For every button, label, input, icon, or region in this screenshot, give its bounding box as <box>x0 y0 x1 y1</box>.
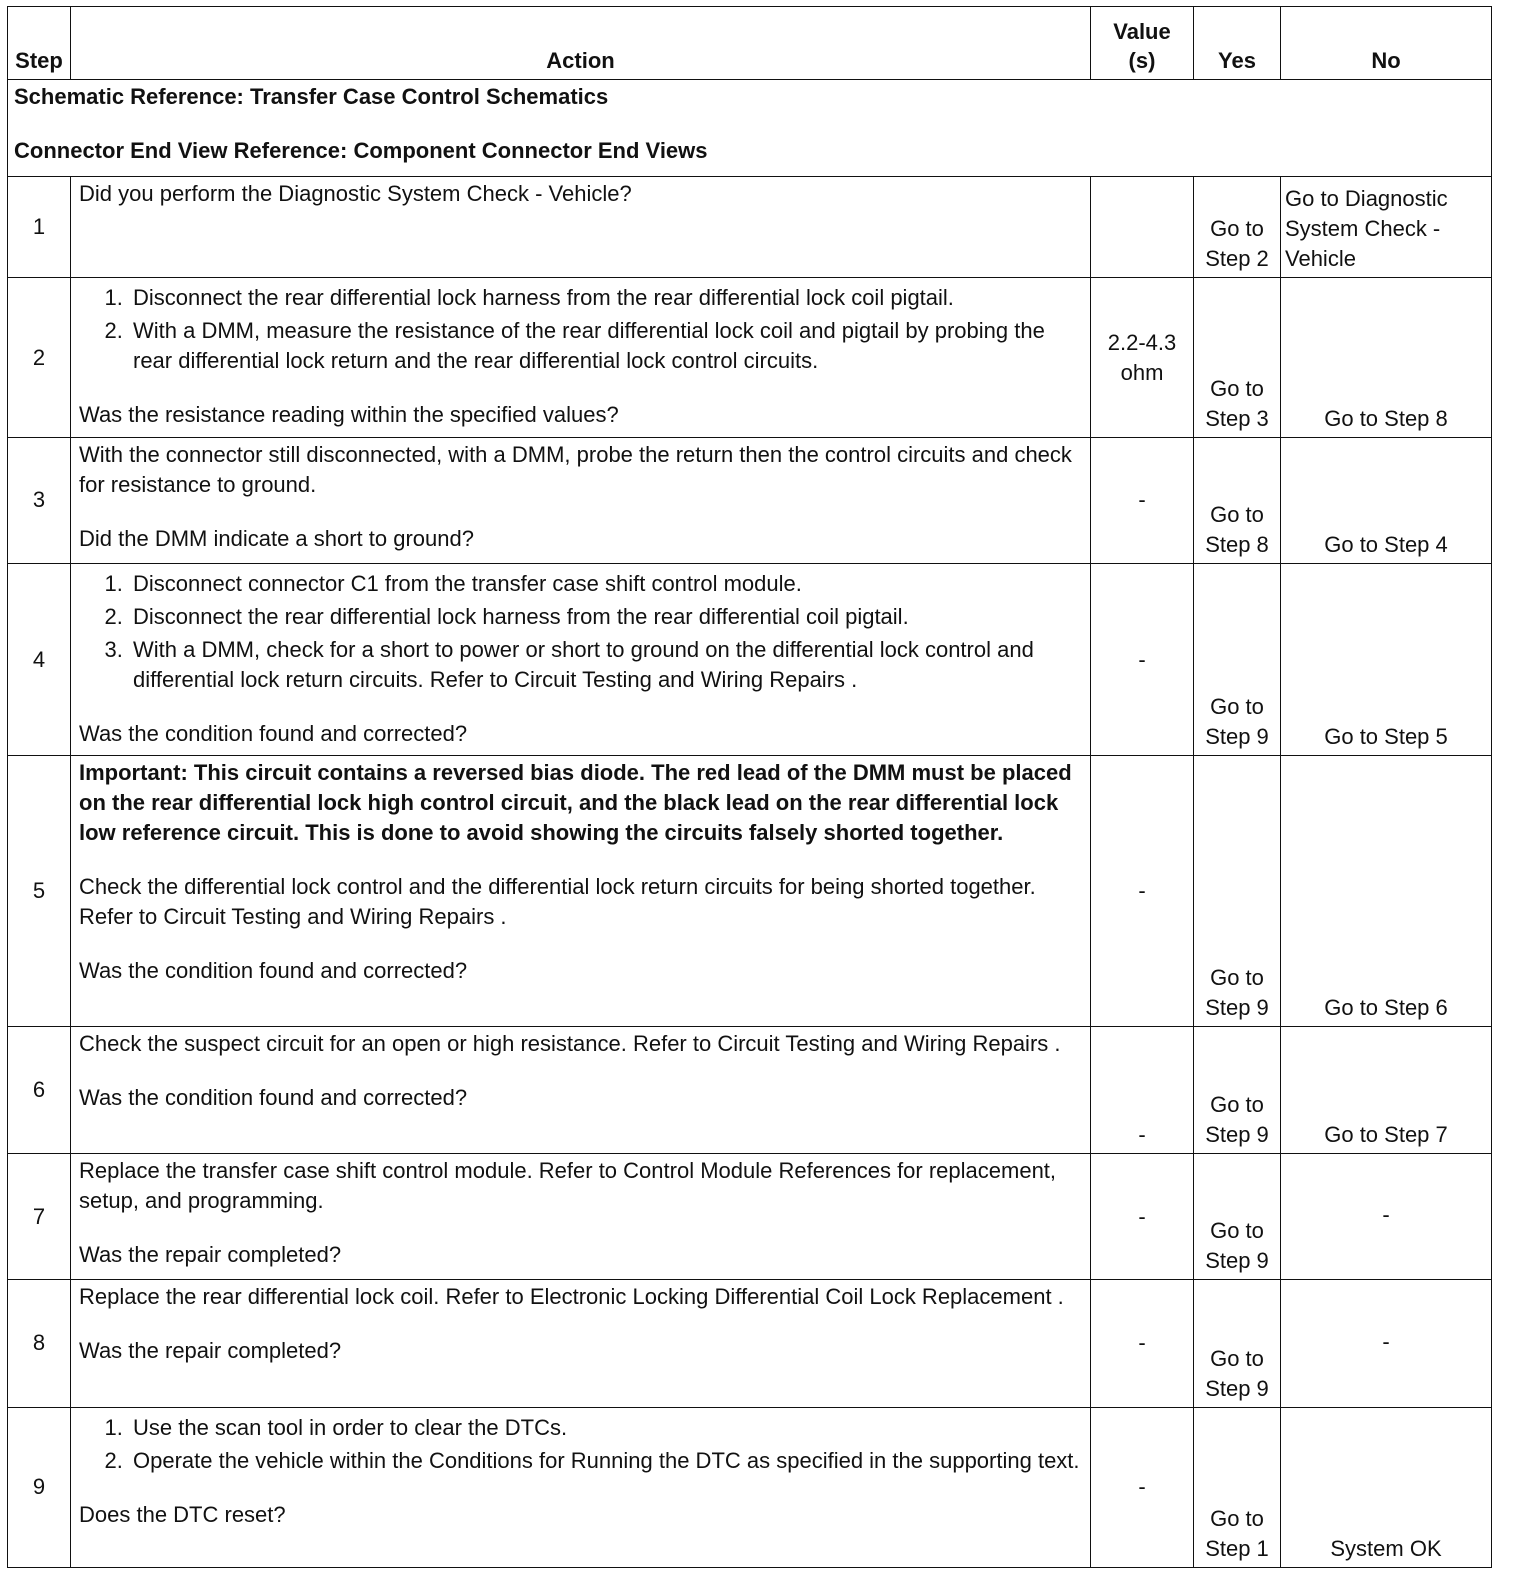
value-cell: - <box>1091 756 1194 1027</box>
header-value: Value (s) <box>1091 7 1194 80</box>
table-row <box>8 1026 1492 1153</box>
table-row <box>8 1154 1492 1280</box>
yes-cell: Go to Step 3 <box>1194 278 1281 437</box>
action-question: Was the condition found and corrected? <box>79 958 468 984</box>
action-cell <box>71 1280 1091 1407</box>
step-number: 8 <box>8 1280 71 1407</box>
action-question: Was the repair completed? <box>79 1242 342 1268</box>
step-number: 7 <box>8 1154 71 1280</box>
step-number: 9 <box>8 1407 71 1567</box>
action-cell <box>71 437 1091 563</box>
action-question: Was the condition found and corrected? <box>79 1084 468 1110</box>
list-item: 1. Disconnect the rear differential lock harness from the rear differential lock coil pigtail. <box>129 283 1084 313</box>
no-cell: Go to Step 8 <box>1281 278 1492 437</box>
value-cell: - <box>1091 1154 1194 1280</box>
list-item: 2. Operate the vehicle within the Conditions for Running the DTC as specified in the supporting text. <box>129 1446 1084 1476</box>
yes-cell: Go to Step 9 <box>1194 1154 1281 1280</box>
action-question: Was the repair completed? <box>79 1338 342 1364</box>
action-text: Replace the transfer case shift control module. Refer to Control Module References for replacement, setup, and programming. <box>79 1158 1057 1214</box>
list-item: 3. With a DMM, check for a short to power or short to ground on the differential lock control and differential lock return circuits. Refer to Circuit Testing and Wiring Repairs . <box>129 635 1084 695</box>
action-question: Did the DMM indicate a short to ground? <box>79 525 474 551</box>
yes-cell: Go to Step 9 <box>1194 756 1281 1027</box>
no-cell: System OK <box>1281 1407 1492 1567</box>
no-cell: - <box>1281 1280 1492 1407</box>
important-note: Important: This circuit contains a reversed bias diode. The red lead of the DMM must be placed on the rear differential lock high control circuit, and the black lead on the rear differential lock low reference circuit. This is done to avoid showing the circuits falsely shorted together. <box>79 760 1072 846</box>
table-row <box>8 1280 1492 1407</box>
header-no: No <box>1281 7 1492 80</box>
header-step: Step <box>8 7 71 80</box>
step-number: 3 <box>8 437 71 563</box>
table-row <box>8 437 1492 563</box>
action-cell <box>71 1407 1091 1567</box>
step-number: 2 <box>8 278 71 437</box>
no-cell: Go to Step 4 <box>1281 437 1492 563</box>
list-item: 1. Use the scan tool in order to clear the DTCs. <box>129 1413 1084 1443</box>
header-yes: Yes <box>1194 7 1281 80</box>
yes-cell: Go to Step 1 <box>1194 1407 1281 1567</box>
yes-cell: Go to Step 9 <box>1194 1026 1281 1153</box>
no-cell: Go to Diagnostic System Check - Vehicle <box>1281 177 1492 278</box>
action-cell <box>71 756 1091 1027</box>
action-question: Was the condition found and corrected? <box>79 721 468 747</box>
step-number: 4 <box>8 564 71 756</box>
step-number: 1 <box>8 177 71 278</box>
list-item: 1. Disconnect connector C1 from the transfer case shift control module. <box>129 569 1084 599</box>
reference-row <box>8 80 1492 177</box>
value-cell: - <box>1091 437 1194 563</box>
action-list <box>79 569 1084 695</box>
yes-cell: Go to Step 9 <box>1194 564 1281 756</box>
value-cell: - <box>1091 1026 1194 1153</box>
yes-cell: Go to Step 8 <box>1194 437 1281 563</box>
action-cell <box>71 177 1091 278</box>
step-number: 6 <box>8 1026 71 1153</box>
connector-reference: Connector End View Reference: Component Connector End Views <box>14 138 708 164</box>
diagnostic-table <box>7 6 1492 1568</box>
action-text: With the connector still disconnected, with a DMM, probe the return then the control circuits and check for resistance to ground. <box>79 441 1072 497</box>
table-row <box>8 278 1492 437</box>
action-text: Check the suspect circuit for an open or high resistance. Refer to Circuit Testing and Wiring Repairs . <box>79 1030 1061 1056</box>
header-row <box>8 7 1492 80</box>
list-item: 2. With a DMM, measure the resistance of the rear differential lock coil and pigtail by probing the rear differential lock return and the rear differential lock control circuits. <box>129 316 1084 376</box>
value-cell <box>1091 177 1194 278</box>
no-cell: Go to Step 5 <box>1281 564 1492 756</box>
schematic-reference: Schematic Reference: Transfer Case Control Schematics <box>14 84 609 110</box>
list-item: 2. Disconnect the rear differential lock harness from the rear differential coil pigtail. <box>129 602 1084 632</box>
action-cell <box>71 278 1091 437</box>
yes-cell: Go to Step 2 <box>1194 177 1281 278</box>
value-cell: - <box>1091 564 1194 756</box>
yes-cell: Go to Step 9 <box>1194 1280 1281 1407</box>
value-cell: - <box>1091 1407 1194 1567</box>
no-cell: - <box>1281 1154 1492 1280</box>
value-cell: 2.2-4.3 ohm <box>1091 278 1194 437</box>
table-row <box>8 564 1492 756</box>
action-cell <box>71 1154 1091 1280</box>
header-action: Action <box>71 7 1091 80</box>
no-cell: Go to Step 6 <box>1281 756 1492 1027</box>
table-row <box>8 756 1492 1027</box>
action-text: Did you perform the Diagnostic System Check - Vehicle? <box>79 181 632 207</box>
action-cell <box>71 564 1091 756</box>
step-number: 5 <box>8 756 71 1027</box>
no-cell: Go to Step 7 <box>1281 1026 1492 1153</box>
action-text: Check the differential lock control and the differential lock return circuits for being shorted together. Refer to Circuit Testing and Wiring Repairs . <box>79 874 1036 930</box>
action-list <box>79 1413 1084 1476</box>
action-list <box>79 283 1084 376</box>
table-row <box>8 1407 1492 1567</box>
reference-cell <box>8 80 1492 177</box>
value-cell: - <box>1091 1280 1194 1407</box>
action-cell <box>71 1026 1091 1153</box>
action-question: Does the DTC reset? <box>79 1501 286 1527</box>
table-row <box>8 177 1492 278</box>
action-question: Was the resistance reading within the specified values? <box>79 402 619 428</box>
action-text: Replace the rear differential lock coil. Refer to Electronic Locking Differential Coil Lock Replacement . <box>79 1284 1064 1310</box>
